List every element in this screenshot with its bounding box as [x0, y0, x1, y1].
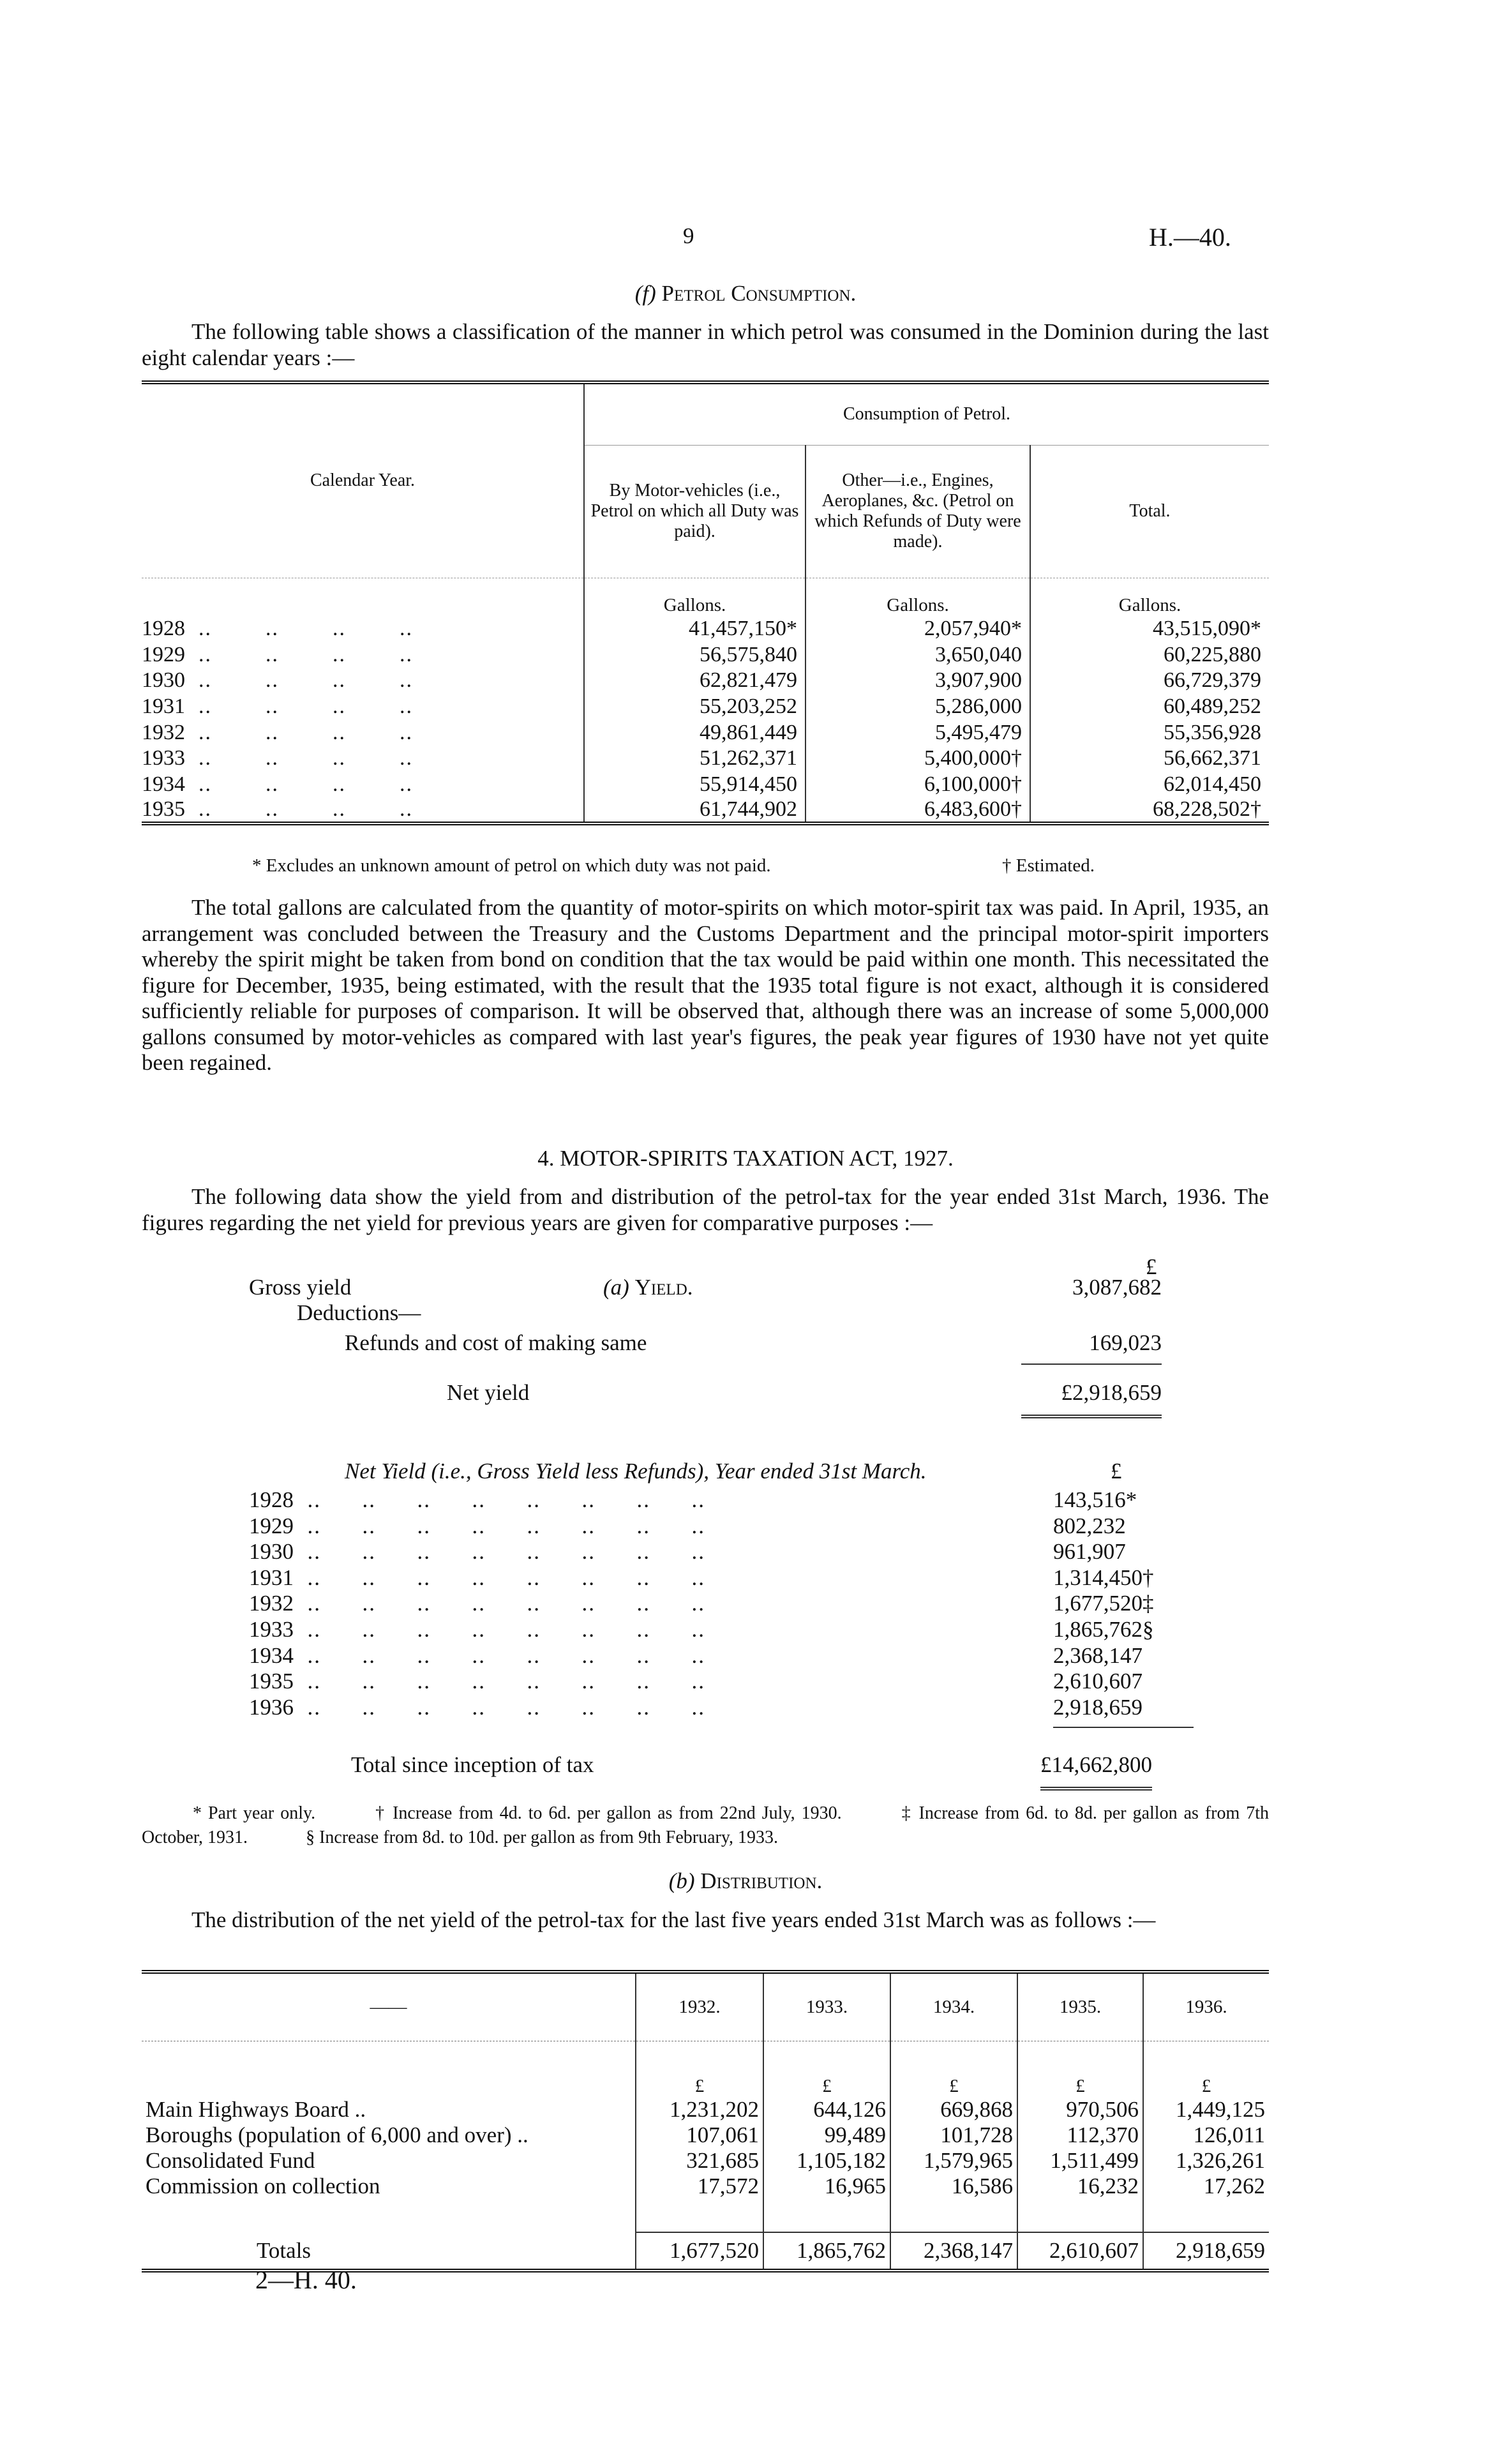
list-item: [249, 1514, 1194, 1540]
heading-text: Petrol Consumption.: [661, 281, 857, 306]
motor-value: 49,861,449: [584, 719, 805, 746]
section-f-heading: [0, 281, 1491, 306]
list-item: [249, 1539, 1194, 1565]
total-value: 56,662,371: [1030, 746, 1269, 772]
total-value: 43,515,090*: [1030, 616, 1269, 642]
list-item: [249, 1591, 1194, 1617]
totals-label: Totals: [257, 2237, 311, 2263]
other-value: 3,907,900: [805, 668, 1030, 694]
unit-label: Gallons.: [584, 578, 805, 616]
section-f-intro: [142, 319, 1269, 371]
col-header-year: 1935.: [1017, 1972, 1143, 2041]
col-header-year: 1936.: [1143, 1972, 1269, 2041]
total-value: 68,228,502†: [1030, 797, 1269, 823]
col-header-year: 1933.: [763, 1972, 890, 2041]
col-header-group: Consumption of Petrol.: [584, 382, 1269, 445]
year: 1935: [142, 797, 185, 822]
col-header-other: Other—i.e., Engines, Aeroplanes, &c. (Petrol on which Refunds of Duty were made).: [805, 445, 1030, 578]
year: 1935: [249, 1669, 294, 1694]
row-label: Consolidated Fund: [146, 2148, 315, 2173]
cell-value: 1,105,182: [763, 2148, 890, 2174]
year: 1931: [142, 695, 185, 719]
col-header-motor: By Motor-vehicles (i.e., Petrol on which all Duty was paid).: [584, 445, 805, 578]
total-value: 2,368,147: [890, 2232, 1017, 2271]
value: 2,918,659: [1053, 1695, 1194, 1729]
footnote-star: * Part year only.: [193, 1803, 316, 1823]
total-value: 62,014,450: [1030, 772, 1269, 798]
col-header-total: Total.: [1030, 445, 1269, 578]
intro-text: The following data show the yield from and distribution of the petrol-tax for the year ended 31st March, 1936. The figures regarding the net yield for previous years are given for comparative purposes :—: [142, 1184, 1269, 1235]
total-value: 55,356,928: [1030, 719, 1269, 746]
total-value: 60,225,880: [1030, 642, 1269, 668]
row-label: Boroughs (population of 6,000 and over) ..: [146, 2122, 528, 2147]
currency-label: £: [1143, 2041, 1269, 2097]
currency-label: £: [1111, 1459, 1122, 1484]
other-value: 3,650,040: [805, 642, 1030, 668]
total-value: 1,865,762: [763, 2232, 890, 2271]
value: 961,907: [1053, 1539, 1126, 1565]
cell-value: 1,449,125: [1143, 2097, 1269, 2122]
other-value: 5,400,000†: [805, 746, 1030, 772]
cell-value: 1,231,202: [636, 2097, 763, 2122]
distribution-heading: [0, 1868, 1491, 1894]
total-value: 1,677,520: [636, 2232, 763, 2271]
cell-value: 1,579,965: [890, 2148, 1017, 2174]
table-row: [142, 797, 1269, 823]
currency-label: £: [890, 2041, 1017, 2097]
cell-value: 1,326,261: [1143, 2148, 1269, 2174]
value: 143,516*: [1053, 1487, 1137, 1512]
other-value: 6,100,000†: [805, 772, 1030, 798]
table-row: [142, 642, 1269, 668]
year: 1936: [249, 1694, 294, 1720]
total-value: 2,918,659: [1143, 2232, 1269, 2271]
cell-value: 321,685: [636, 2148, 763, 2174]
col-header-year: 1934.: [890, 1972, 1017, 2041]
net-yield-label: Net yield: [447, 1380, 530, 1405]
cell-value: 101,728: [890, 2122, 1017, 2148]
cell-value: 16,586: [890, 2174, 1017, 2199]
total-value: 2,610,607: [1017, 2232, 1143, 2271]
table-row: [142, 668, 1269, 694]
value: 1,865,762§: [1053, 1616, 1154, 1642]
list-item: [249, 1487, 1194, 1514]
year: 1934: [249, 1642, 294, 1668]
motor-value: 51,262,371: [584, 746, 805, 772]
heading-prefix: (a): [603, 1275, 629, 1300]
year: 1928: [142, 617, 185, 641]
year: 1933: [142, 746, 185, 770]
table-row: [142, 2174, 1269, 2199]
discussion-text: The total gallons are calculated from the quantity of motor-spirits on which motor-spirit tax was paid. In April, 1935, an arrangement was concluded between the Treasury and the Customs Department and the principal motor-spirit importers whereby the spirit might be taken from bond on condition that the tax would be paid within one month. This necessitated the figure for December, 1935, being estimated, with the result that the 1935 total figure is not exact, although it is considered sufficiently reliable for purposes of comparison. It will be observed that, although there was an increase of some 5,000,000 gallons consumed by motor-vehicles as compared with last year's figures, the peak year figures of 1930 have not yet quite been regained.: [142, 895, 1269, 1075]
gross-yield-label: Gross yield: [249, 1275, 352, 1300]
currency-label: £: [1017, 2041, 1143, 2097]
table-row: [142, 694, 1269, 720]
footnote-dagger: † Increase from 4d. to 6d. per gallon as from 22nd July, 1930.: [375, 1803, 842, 1823]
table-row: [142, 616, 1269, 642]
cell-value: 16,965: [763, 2174, 890, 2199]
cell-value: 669,868: [890, 2097, 1017, 2122]
year: 1929: [249, 1513, 294, 1538]
footnote-section: § Increase from 8d. to 10d. per gallon as from 9th February, 1933.: [306, 1828, 779, 1847]
table-row: [142, 2122, 1269, 2148]
refunds-label: Refunds and cost of making same: [345, 1330, 647, 1355]
heading-prefix: (f): [634, 281, 656, 306]
year: 1933: [249, 1616, 294, 1642]
intro-text: The following table shows a classification of the manner in which petrol was consumed in the Dominion during the last eight calendar years :—: [142, 319, 1269, 370]
value: 1,677,520‡: [1053, 1591, 1154, 1616]
list-item: [249, 1695, 1194, 1729]
table-row: [142, 772, 1269, 798]
row-label: Main Highways Board ..: [146, 2097, 366, 2122]
other-value: 5,286,000: [805, 694, 1030, 720]
unit-label: Gallons.: [1030, 578, 1269, 616]
heading-text: Yield.: [634, 1275, 693, 1300]
motor-value: 55,203,252: [584, 694, 805, 720]
value: 2,610,607: [1053, 1669, 1143, 1694]
table-row: [142, 2097, 1269, 2122]
motor-value: 62,821,479: [584, 668, 805, 694]
deductions-label: Deductions—: [297, 1300, 421, 1325]
value: 802,232: [1053, 1513, 1126, 1538]
cell-value: 1,511,499: [1017, 2148, 1143, 2174]
footer-code: 2—H. 40.: [255, 2265, 357, 2294]
document-code: H.—40.: [1149, 223, 1231, 252]
cell-value: 126,011: [1143, 2122, 1269, 2148]
cell-value: 107,061: [636, 2122, 763, 2148]
motor-value: 56,575,840: [584, 642, 805, 668]
other-value: 5,495,479: [805, 719, 1030, 746]
heading-text: Distribution.: [700, 1868, 823, 1893]
col-header-year: 1932.: [636, 1972, 763, 2041]
discussion-paragraph: [142, 895, 1269, 1076]
currency-label: £: [636, 2041, 763, 2097]
total-inception-value: £14,662,800: [1040, 1752, 1152, 1791]
currency-label: £: [763, 2041, 890, 2097]
net-yield-list: [249, 1487, 1194, 1728]
total-value: 60,489,252: [1030, 694, 1269, 720]
footnote-double-dagger: ‡ Increase from 6d. to 8d. per gallon as from 7th October, 1931.: [142, 1803, 1270, 1847]
cell-value: 970,506: [1017, 2097, 1143, 2122]
other-value: 6,483,600†: [805, 797, 1030, 823]
page-number: 9: [683, 223, 694, 248]
net-yield-value: £2,918,659: [1021, 1380, 1162, 1418]
total-value: 66,729,379: [1030, 668, 1269, 694]
gross-yield-value: 3,087,682: [1072, 1275, 1162, 1300]
table-row: [142, 2148, 1269, 2174]
currency-label: £: [1146, 1254, 1157, 1279]
heading-prefix: (b): [668, 1868, 695, 1893]
list-item: [249, 1643, 1194, 1669]
col-header-year: Calendar Year.: [310, 470, 416, 491]
intro-text: The distribution of the net yield of the petrol-tax for the last five years ended 31st March was as follows :—: [191, 1907, 1156, 1932]
net-yield-table-title: Net Yield (i.e., Gross Yield less Refunds), Year ended 31st March.: [345, 1459, 927, 1484]
cell-value: 112,370: [1017, 2122, 1143, 2148]
value: 2,368,147: [1053, 1642, 1143, 1668]
year: 1930: [249, 1539, 294, 1565]
cell-value: 17,572: [636, 2174, 763, 2199]
total-inception-label: Total since inception of tax: [351, 1752, 594, 1777]
list-item: [249, 1565, 1194, 1591]
footnote-dagger: † Estimated.: [1002, 855, 1095, 876]
cell-value: 17,262: [1143, 2174, 1269, 2199]
cell-value: 16,232: [1017, 2174, 1143, 2199]
cell-value: 644,126: [763, 2097, 890, 2122]
petrol-consumption-table: [142, 380, 1269, 825]
yield-heading: [603, 1275, 693, 1300]
row-label: Commission on collection: [146, 2174, 380, 2198]
cell-value: 99,489: [763, 2122, 890, 2148]
section-4-intro: [142, 1184, 1269, 1236]
list-item: [249, 1617, 1194, 1643]
motor-value: 55,914,450: [584, 772, 805, 798]
list-item: [249, 1669, 1194, 1695]
col-header-blank: ——: [370, 1996, 407, 2017]
section-4-heading: 4. MOTOR-SPIRITS TAXATION ACT, 1927.: [537, 1146, 954, 1171]
other-value: 2,057,940*: [805, 616, 1030, 642]
year: 1932: [249, 1591, 294, 1616]
refunds-value: 169,023: [1021, 1330, 1162, 1365]
motor-value: 61,744,902: [584, 797, 805, 823]
value: 1,314,450†: [1053, 1565, 1154, 1590]
net-yield-footnotes: [142, 1801, 1269, 1850]
table-row: [142, 746, 1269, 772]
distribution-table: [142, 1970, 1269, 2272]
motor-value: 41,457,150*: [584, 616, 805, 642]
table-row: [142, 719, 1269, 746]
unit-label: Gallons.: [805, 578, 1030, 616]
distribution-intro: [142, 1907, 1269, 1934]
footnote-star: * Excludes an unknown amount of petrol on which duty was not paid.: [252, 855, 771, 876]
year: 1932: [142, 720, 185, 744]
year: 1931: [249, 1565, 294, 1590]
year: 1934: [142, 772, 185, 796]
year: 1929: [142, 642, 185, 666]
year: 1928: [249, 1487, 294, 1512]
year: 1930: [142, 668, 185, 693]
